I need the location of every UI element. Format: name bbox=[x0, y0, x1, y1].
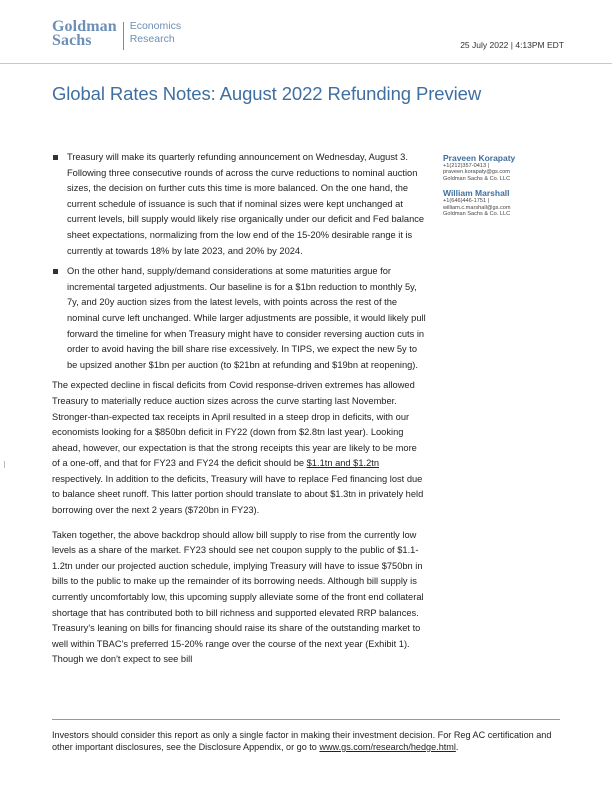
summary-bullets bbox=[52, 150, 426, 373]
footer-divider bbox=[52, 719, 560, 720]
bullet-square-icon bbox=[53, 269, 58, 274]
bullet-text: On the other hand, supply/demand considerations at some maturities argue for incremental targeted adjustments. Our baseline is for a $1bn reduction to monthly 5y, 7y, and 20y auction sizes from the latest levels, with points across the rest of the nominal curve left unchanged. While larger adjustments are possible, it would likely pull forward the timeline for when Treasury might have to consider reversing auction cuts in order to avoid having the bill share rise excessively. In TIPS, we expect the new 5y to be upsized another $1bn per auction (to $21bn at refunding and $19bn at reopening). bbox=[67, 266, 426, 370]
logo-divider bbox=[123, 22, 124, 50]
author-firm: Goldman Sachs & Co. LLC bbox=[443, 211, 511, 218]
bullet-square-icon bbox=[53, 155, 58, 160]
unit-name bbox=[130, 20, 181, 46]
publish-date: 25 July 2022 | 4:13PM EDT bbox=[460, 40, 564, 50]
deficit-forecast-link[interactable]: $1.1tn and $1.2tn bbox=[306, 458, 380, 469]
page-footer bbox=[52, 719, 560, 753]
author-firm: Goldman Sachs & Co. LLC bbox=[443, 175, 511, 182]
body-paragraph bbox=[52, 378, 426, 518]
report-body bbox=[52, 150, 426, 677]
brand-line-1: Goldman bbox=[52, 18, 117, 35]
summary-bullet bbox=[52, 264, 426, 373]
author-block bbox=[443, 188, 573, 217]
unit-line-1: Economics bbox=[129, 20, 182, 32]
author-list bbox=[443, 153, 573, 223]
brand-line-2: Sachs bbox=[52, 32, 92, 49]
author-name: Praveen Korapaty bbox=[443, 153, 516, 163]
goldman-sachs-logo bbox=[52, 20, 181, 50]
brand-name bbox=[52, 20, 117, 48]
margin-mark bbox=[4, 461, 5, 468]
paragraph-text: The expected decline in fiscal deficits from Covid response-driven extremes has allowed Treasury to materially reduce auction sizes across the curve starting last November. Stronger-than-expected tax receipts in April resulted in a steep drop in deficits, with our economists looking for a $850bn deficit in FY22 (down from $2.8tn last year). Looking ahead, however, our expectation is that the strong receipts this year are likely to be more of a one-off, and that for FY23 and FY24 the deficit should be bbox=[52, 380, 417, 469]
report-title: Global Rates Notes: August 2022 Refunding Preview bbox=[52, 83, 482, 104]
bullet-text: Treasury will make its quarterly refunding announcement on Wednesday, August 3. Following three consecutive rounds of across the curve reductions to nominal auction sizes, the decision on further cuts this time is more balanced. On the one hand, the current schedule of issuance is such that if nominal sizes were kept unchanged at current levels, bill supply would likely rise organically under our deficit and Fed balance sheet expectations, normalizing from the low end of the 15-20% desirable range it is currently at towards 18% by late 2023, and 20% by 2024. bbox=[67, 152, 425, 256]
disclosure-link[interactable]: www.gs.com/research/hedge.html bbox=[319, 742, 456, 752]
author-block bbox=[443, 153, 573, 182]
disclaimer-end: . bbox=[455, 742, 459, 752]
unit-line-2: Research bbox=[129, 33, 175, 45]
paragraph-text: respectively. In addition to the deficits, Treasury will have to replace Fed financing lost due to balance sheet runoff. This latter portion should translate to about $1.3tn in privately held borrowing over the next 2 years ($720bn in FY23). bbox=[52, 473, 424, 516]
body-paragraph: Taken together, the above backdrop should allow bill supply to rise from the currently low levels as a share of the market. FY23 should see net coupon supply to the public of $1.1-1.2tn under our projected auction schedule, implying Treasury will have to issue $750bn in bills to the public to make up the remainder of its borrowing needs. Although bill supply is currently uncomfortably low, this upcoming supply alleviate some of the front end collateral shortage that has contributed both to bill richness and supported elevated RRP balances. Treasury's leaning on bills for financing should raise its share of the outstanding market to well within TBAC's preferred 15-20% range over the course of the next year (Exhibit 1). Though we don't expect to see bill bbox=[52, 529, 424, 665]
header-divider bbox=[0, 63, 612, 64]
author-email[interactable]: praveen.korapaty@gs.com bbox=[443, 169, 510, 176]
summary-bullet bbox=[52, 150, 426, 259]
author-phone: +1(646)446-1751 | bbox=[443, 198, 490, 205]
author-email[interactable]: william.c.marshall@gs.com bbox=[443, 204, 511, 211]
disclaimer bbox=[52, 729, 560, 753]
author-phone: +1(212)357-0413 | bbox=[443, 163, 490, 169]
author-name: William Marshall bbox=[443, 188, 510, 199]
disclaimer-text: Investors should consider this report as only a single factor in making their investment decision. For Reg AC certification and other important disclosures, see the Disclosure Appendix, or go to bbox=[52, 730, 552, 752]
page-header bbox=[0, 0, 612, 64]
